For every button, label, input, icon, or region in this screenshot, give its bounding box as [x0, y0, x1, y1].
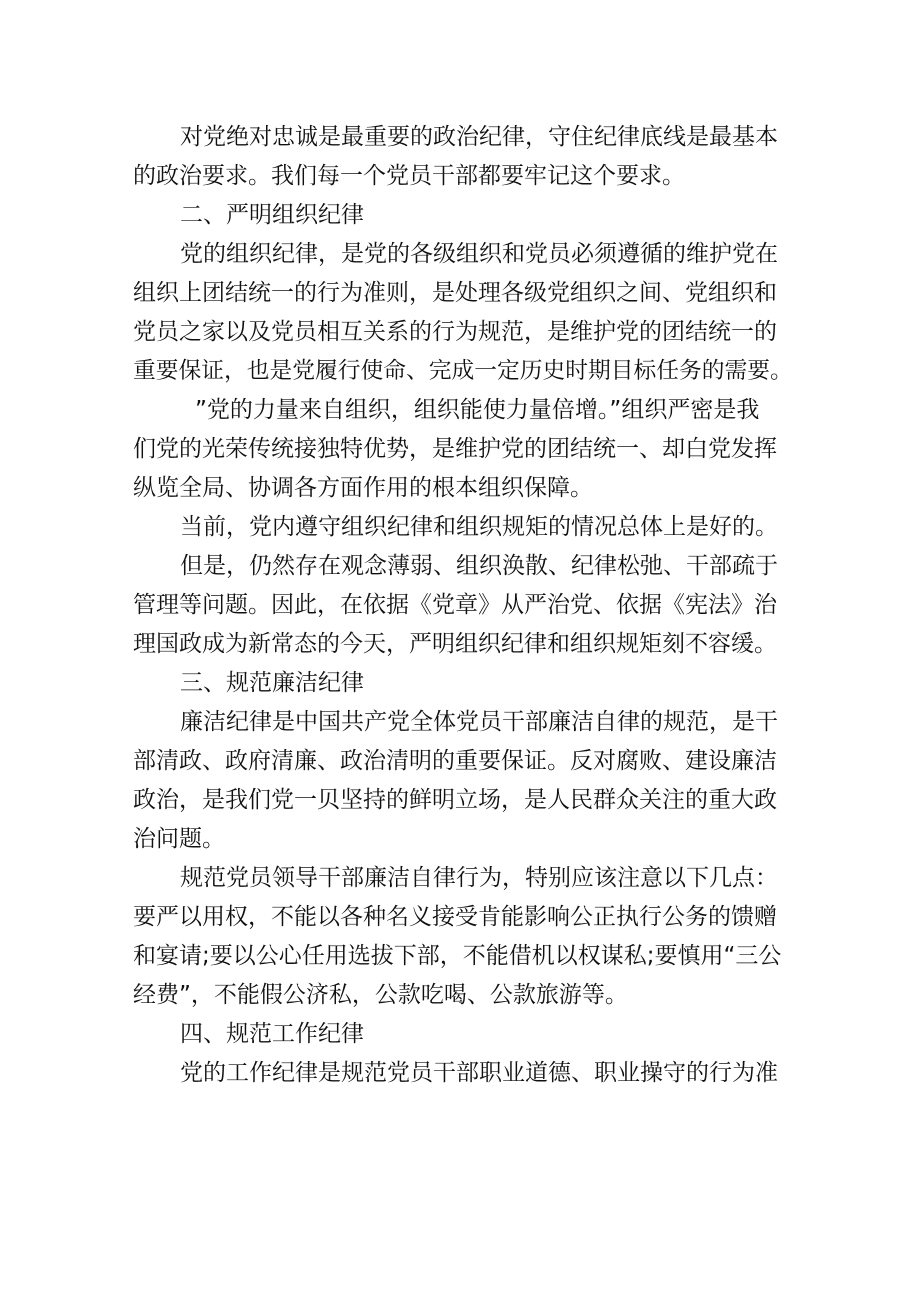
paragraph	[133, 235, 793, 391]
heading-text: 三、规范廉洁纪律	[180, 670, 364, 696]
text-line: 要严以用权，不能以各种名义接受肯能影响公正执行公务的馈赠	[133, 904, 777, 930]
text-line: 廉洁纪律是中国共产党全体党员干部廉洁自律的规范，是干	[180, 709, 778, 735]
document-body	[133, 118, 793, 1093]
text-line: 党员之家以及党员相互关系的行为规范，是维护党的团结统一的	[133, 319, 777, 345]
paragraph	[133, 508, 793, 547]
paragraph	[133, 391, 793, 508]
text-line: 但是，仍然存在观念薄弱、组织涣散、纪律松弛、干部疏于	[180, 553, 778, 579]
text-line: 经费”，不能假公济私，公款吃喝、公款旅游等。	[133, 982, 628, 1008]
paragraph	[133, 703, 793, 859]
text-line: 纵览全局、协调各方面作用的根本组织保障。	[133, 475, 593, 501]
text-line: 对党绝对忠诚是最重要的政治纪律，守住纪律底线是最基本	[180, 124, 778, 150]
text-line: 治问题。	[133, 826, 225, 852]
text-line: 规范党员领导干部廉洁自律行为，特别应该注意以下几点：	[180, 865, 778, 891]
heading-text: 二、严明组织纪律	[180, 202, 364, 228]
text-line: 部清政、政府清廉、政治清明的重要保证。反对腐败、建设廉洁	[133, 748, 777, 774]
text-line: 管理等问题。因此，在依据《党章》从严治党、依据《宪法》治	[133, 592, 777, 618]
text-line: 的政治要求。我们每一个党员干部都要牢记这个要求。	[133, 163, 685, 189]
text-line: 党的组织纪律，是党的各级组织和党员必须遵循的维护党在	[180, 241, 778, 267]
text-line: 当前，党内遵守组织纪律和组织规矩的情况总体上是好的。	[180, 514, 778, 540]
text-line: 组织上团结统一的行为准则，是处理各级党组织之间、党组织和	[133, 280, 777, 306]
heading-text: 四、规范工作纪律	[180, 1021, 364, 1047]
paragraph	[133, 118, 793, 196]
section-heading	[133, 1015, 793, 1054]
text-line: 和宴请;要以公心任用选拔下部，不能借机以权谋私;要慎用“三公	[133, 943, 782, 969]
text-line: 们党的光荣传统接独特优势，是维护党的团结统一、却白党发挥	[133, 436, 777, 462]
text-line: 党的工作纪律是规范党员干部职业道德、职业操守的行为准	[180, 1060, 778, 1086]
text-line: 政治，是我们党一贝坚持的鲜明立场，是人民群众关注的重大政	[133, 787, 777, 813]
text-line: ”党的力量来自组织，组织能使力量倍增。”组织严密是我	[195, 397, 760, 423]
text-line: 重要保证，也是党履行使命、完成一定历史时期目标任务的需要。	[133, 358, 793, 384]
paragraph	[133, 1054, 793, 1093]
text-line: 理国政成为新常态的今天，严明组织纪律和组织规矩刻不容缓。	[133, 631, 777, 657]
section-heading	[133, 196, 793, 235]
section-heading	[133, 664, 793, 703]
paragraph	[133, 859, 793, 1015]
paragraph	[133, 547, 793, 664]
